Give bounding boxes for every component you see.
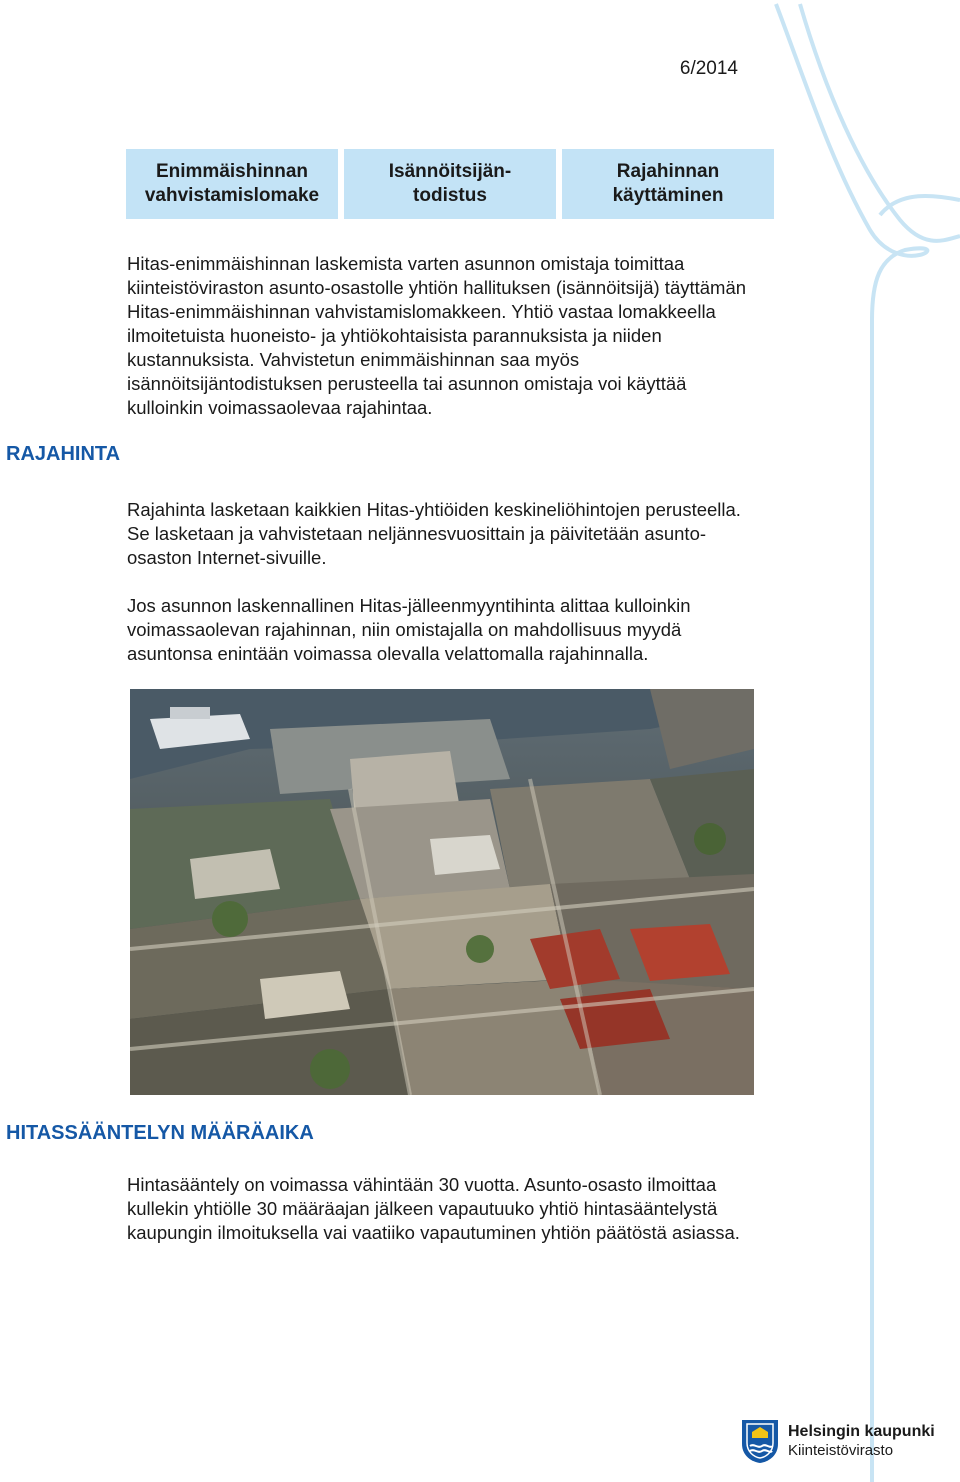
tab-isannoitsijantodistus[interactable]: Isännöitsijän- todistus xyxy=(344,149,556,219)
topic-tabs xyxy=(126,149,774,219)
helsinki-crest-icon xyxy=(740,1418,780,1464)
paragraph-enimmaishinta: Hitas-enimmäishinnan laskemista varten asunnon omistaja toimittaa kiinteistöviraston asunto-osastolle yhtiön hallituksen (isännöitsijä) täyttämän Hitas-enimmäishinnan vahvistamislomakkeen. Yhtiö vastaa lomakkeella ilmoitetuista huoneisto- ja yhtiökohtaisista parannuksista ja niiden kustannuksista. Vahvistetun enimmäishinnan saa myös isännöitsijäntodistuksen perusteella tai asunnon omistaja voi käyttää kulloinkin voimassaolevaa rajahintaa. xyxy=(127,253,747,418)
tab-enimmaishinnan-vahvistamislomake[interactable]: Enimmäishinnan vahvistamislomake xyxy=(126,149,338,219)
page-number: 6/2014 xyxy=(679,58,738,79)
paragraph-rajahinta-myynti: Jos asunnon laskennallinen Hitas-jälleenmyyntihinta alittaa kulloinkin voimassaolevan rajahinnan, niin omistajalla on mahdollisuus myydä asuntonsa enintään voimassa olevalla velattomalla rajahinnalla. xyxy=(127,595,691,664)
tab-rajahinnan-kayttaminen[interactable]: Rajahinnan käyttäminen xyxy=(562,149,774,219)
logo-org-name: Helsingin kaupunki xyxy=(788,1423,935,1440)
aerial-city-photo xyxy=(130,689,754,1095)
paragraph-hintasaantely: Hintasääntely on voimassa vähintään 30 vuotta. Asunto-osasto ilmoittaa kullekin yhtiölle 30 määräajan jälkeen vapautuuko yhtiö hintasääntelystä kaupungin ilmoituksella vai vaatiiko vapautuminen yhtiön päätöstä asiassa. xyxy=(127,1174,740,1243)
helsinki-logo xyxy=(738,1416,950,1466)
section-heading-rajahinta: RAJAHINTA xyxy=(6,443,121,465)
section-heading-maaraaika: HITASSÄÄNTELYN MÄÄRÄAIKA xyxy=(6,1122,314,1144)
logo-department-name: Kiinteistövirasto xyxy=(788,1442,894,1459)
paragraph-rajahinta-laskenta: Rajahinta lasketaan kaikkien Hitas-yhtiöiden keskineliöhintojen perusteella. Se lasketaan ja vahvistetaan neljännesvuosittain ja päivitetään asunto-osaston Internet-sivuille. xyxy=(127,499,741,568)
